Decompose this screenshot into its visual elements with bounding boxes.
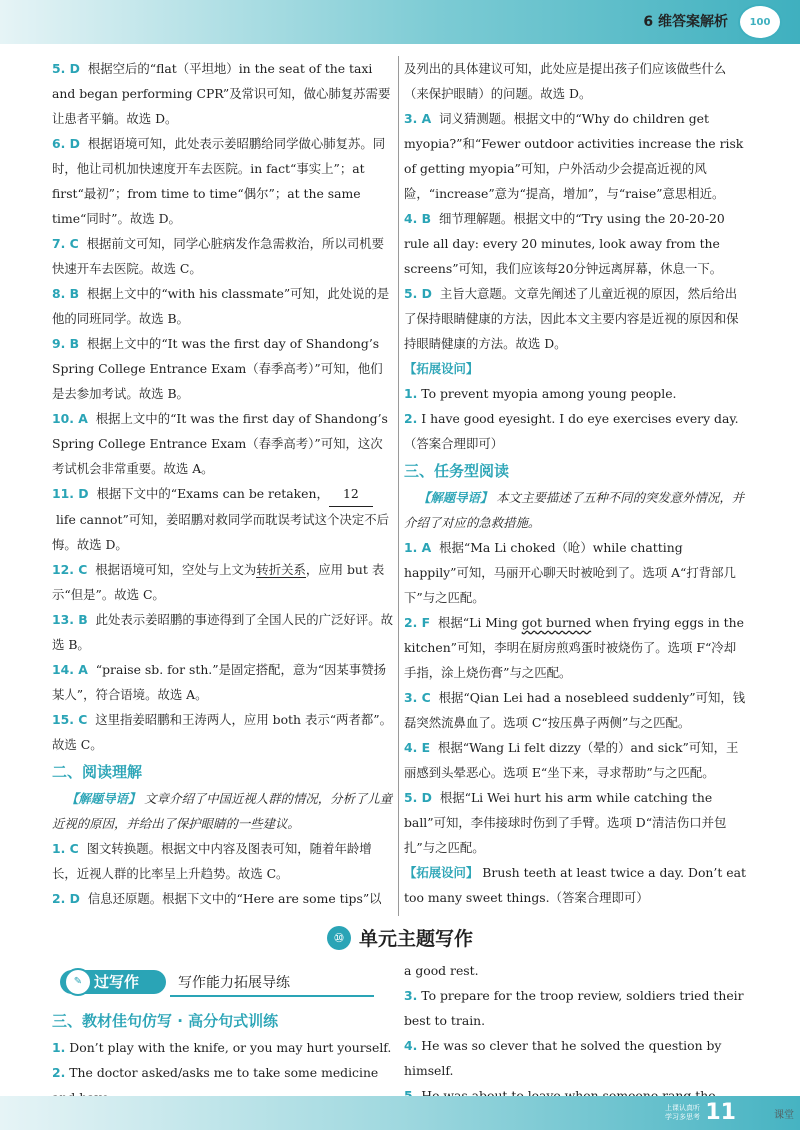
reading-answer-2: 2. D 信息还原题。根据下文中的“Here are some tips”以	[52, 891, 382, 906]
answer-10: 10. A 根据上文中的“It was the first day of Shandong’s Spring College Entrance Exam（春季高考）”可知，这次考试机会非常重要。故选 A。	[52, 411, 388, 476]
section-reading: 二、阅读理解	[52, 763, 143, 781]
header-title: 6 维答案解析	[643, 14, 728, 30]
writing-underline	[170, 995, 374, 997]
unit-writing-title: 单元主题写作	[358, 928, 473, 950]
extension-tag: 【拓展设问】	[404, 361, 479, 376]
extension-3: 【拓展设问】 Brush teeth at least twice a day. Don’t eat too many sweet things.（答案合理即可）	[404, 865, 746, 905]
extension-2: 2. I have good eyesight. I do eye exercises every day.（答案合理即可）	[404, 411, 739, 451]
writing-left	[52, 1006, 394, 1110]
task-answer-3: 3. C 根据“Qian Lei had a nosebleed suddenly”可知，钱磊突然流鼻血了。选项 C“按压鼻子两侧”与之匹配。	[404, 690, 746, 730]
answer-11: 11. D 根据下文中的“Exams can be retaken， 12 life cannot”可知，姜昭鹏对救同学而耽误考试这个决定不后悔。故选 D。	[52, 481, 394, 557]
section-task-reading: 三、任务型阅读	[404, 462, 510, 480]
reading-answer-1: 1. C 图文转换题。根据文中内容及图表可知，随着年龄增长，近视人群的比率呈上升趋势。故选 C。	[52, 841, 372, 881]
section-sentence-practice: 三、教材佳句仿写 · 高分句式训练	[52, 1012, 279, 1030]
writing-3: 3. To prepare for the troop review, soldiers tried their best to train.	[404, 988, 744, 1028]
answer-12: 12. C 根据语境可知，空处与上文为转折关系，应用 but 表示“但是”。故选 C。	[52, 562, 385, 602]
answer-5: 5. D 根据空后的“flat（平坦地）in the seat of the taxi and began performing CPR”及常识可知，做心肺复苏需要让患者平躺。故选 D。	[52, 61, 391, 126]
footer-bar	[0, 1096, 800, 1130]
page-number: 11	[705, 1100, 736, 1125]
writing-1: 1. Don’t play with the knife, or you may hurt yourself.	[52, 1040, 392, 1055]
reading-answer-4: 4. B 细节理解题。根据文中的“Try using the 20-20-20 rule all day: every 20 minutes, look away from the screens”可知，我们应该每20分钟远离屏幕，休息一下。	[404, 211, 725, 276]
reading-answer-2-cont: 及列出的具体建议可知，此处应是提出孩子们应该做些什么（来保护眼睛）的问题。故选 D。	[404, 61, 727, 101]
column-divider	[398, 56, 399, 916]
writing-2: 2. The doctor asked/asks me to take some medicine	[52, 1065, 379, 1080]
right-column	[404, 56, 746, 910]
header-bar	[0, 0, 800, 44]
writing-banner	[60, 968, 320, 996]
brand-label: 课堂	[774, 1110, 794, 1121]
footer-slogan: 上课认真听 学习多思考	[665, 1104, 700, 1121]
task-answer-2: 2. F 根据“Li Ming got burned when frying eggs in the kitchen”可知，李明在厨房煎鸡蛋时被烧伤了。选项 F“冷却手指，涂上烧伤膏”与之匹配。	[404, 615, 744, 680]
answer-7: 7. C 根据前文可知，同学心脏病发作急需救治，所以司机要快速开车去医院。故选 C。	[52, 236, 385, 276]
answer-9: 9. B 根据上文中的“It was the first day of Shandong’s Spring College Entrance Exam（春季高考）”可知，他们是去参加考试。故选 B。	[52, 336, 383, 401]
answer-8: 8. B 根据上文中的“with his classmate”可知，此处说的是他的同班同学。故选 B。	[52, 286, 390, 326]
answer-15: 15. C 这里指姜昭鹏和王涛两人，应用 both 表示“两者都”。故选 C。	[52, 712, 392, 752]
writing-4: 4. He was so clever that he solved the question by himself.	[404, 1038, 722, 1078]
unit-badge-icon: ⑩	[327, 926, 351, 950]
reading-answer-3: 3. A 词义猜测题。根据文中的“Why do children get myopia?”和“Fewer outdoor activities increase the risk of getting myopia”可知，户外活动少会提高近视的风险，“increase”意为“提高，增加”，与“raise”意思相近。	[404, 111, 744, 201]
answer-14: 14. A “praise sb. for sth.”是固定搭配，意为“因某事赞扬某人”，符合语境。故选 A。	[52, 662, 386, 702]
writing-2-cont: a good rest.	[404, 963, 479, 978]
task-answer-1: 1. A 根据“Ma Li choked（呛）while chatting happily”可知，马丽开心聊天时被呛到了。选项 A“打背部几下”与之匹配。	[404, 540, 736, 605]
answer-13: 13. B 此处表示姜昭鹏的事迹得到了全国人民的广泛好评。故选 B。	[52, 612, 393, 652]
guide-reading: 【解题导语】 文章介绍了中国近视人群的情况，分析了儿童近视的原因，并给出了保护眼睛的一些建议。	[52, 791, 393, 831]
unit-writing-heading	[0, 924, 800, 954]
task-answer-4: 4. E 根据“Wang Li felt dizzy（晕的）and sick”可知，王丽感到头晕恶心。选项 E“坐下来，寻求帮助”与之匹配。	[404, 740, 739, 780]
left-column	[52, 56, 394, 911]
writing-pill: 过写作	[60, 970, 166, 994]
writing-subtitle: 写作能力拓展导练	[178, 975, 290, 991]
reading-answer-5: 5. D 主旨大意题。文章先阐述了儿童近视的原因，然后给出了保持眼睛健康的方法，因此本文主要内容是近视的原因和保持眼睛健康的方法。故选 D。	[404, 286, 739, 351]
answer-6: 6. D 根据语境可知，此处表示姜昭鹏给同学做心肺复苏。同时，他让司机加快速度开车去医院。in fact“事实上”；at first“最初”；from time to time“偶尔”；at the same time“同时”。故选 D。	[52, 136, 386, 226]
answer-blank: 12	[329, 481, 373, 507]
guide-task-reading: 【解题导语】 本文主要描述了五种不同的突发意外情况，并介绍了对应的急救措施。	[404, 490, 745, 530]
mascot-icon: 100	[738, 4, 782, 40]
extension-1: 1. To prevent myopia among young people.	[404, 386, 677, 401]
pencil-icon: ✎	[64, 968, 92, 996]
task-answer-5: 5. D 根据“Li Wei hurt his arm while catching the ball”可知，李伟接球时伤到了手臂。选项 D“清洁伤口并包扎”与之匹配。	[404, 790, 727, 855]
